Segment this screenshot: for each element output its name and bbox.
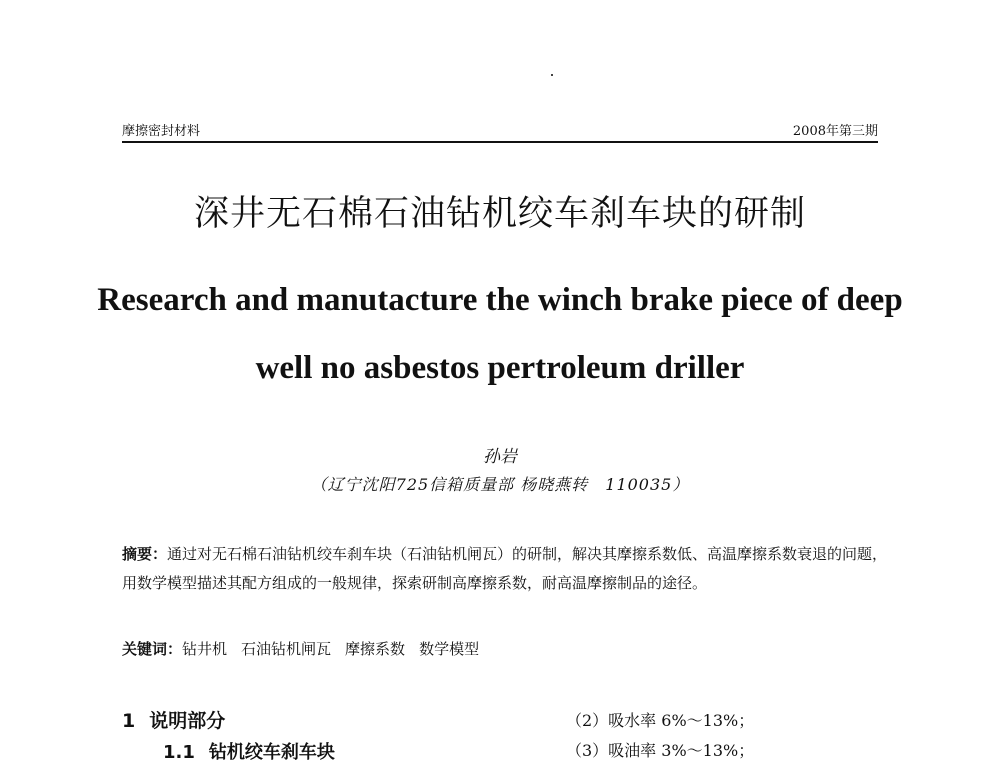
- author-name: 孙岩: [483, 447, 517, 467]
- title-english-line-1: Research and manutacture the winch brake piece of deep: [97, 282, 903, 318]
- abstract-label: 摘要：: [122, 545, 168, 563]
- subsection-heading-1-1: [163, 738, 335, 764]
- abstract: [122, 540, 892, 598]
- title-english-line-2: well no asbestos pertroleum driller: [255, 350, 745, 386]
- abstract-text: 通过对无石棉石油钻机绞车刹车块（石油钻机闸瓦）的研制，解决其摩擦系数低、高温摩擦系数衰退的问题，用数学模型描述其配方组成的一般规律，探索研制高摩擦系数，耐高温摩擦制品的途径。: [122, 545, 888, 592]
- subsection-number: 1.1: [163, 742, 195, 763]
- keyword: 钻井机: [182, 640, 228, 658]
- section-number: 1: [122, 710, 136, 732]
- scan-speck: [551, 74, 553, 76]
- section-heading-1: [122, 706, 225, 733]
- header-rule: [122, 141, 878, 143]
- section-title: 说明部分: [149, 710, 226, 732]
- spec-item-water-absorption: （2）吸水率 6%～13%；: [566, 711, 755, 730]
- subsection-title: 钻机绞车刹车块: [208, 742, 335, 763]
- issue-number: 2008年第三期: [792, 124, 878, 139]
- spec-item-oil-absorption: （3）吸油率 3%～13%；: [566, 741, 755, 760]
- keyword: 石油钻机闸瓦: [241, 640, 332, 658]
- title-chinese: 深井无石棉石油钻机绞车刹车块的研制: [193, 194, 806, 234]
- keyword: 数学模型: [419, 640, 480, 658]
- running-header: [122, 117, 878, 143]
- keywords-label: 关键词：: [122, 640, 183, 658]
- keyword: 摩擦系数: [345, 640, 406, 658]
- author-affiliation: （辽宁沈阳725信箱质量部 杨晓燕转 110035）: [310, 475, 690, 494]
- journal-name: 摩擦密封材料: [122, 124, 201, 139]
- keywords: [122, 638, 892, 659]
